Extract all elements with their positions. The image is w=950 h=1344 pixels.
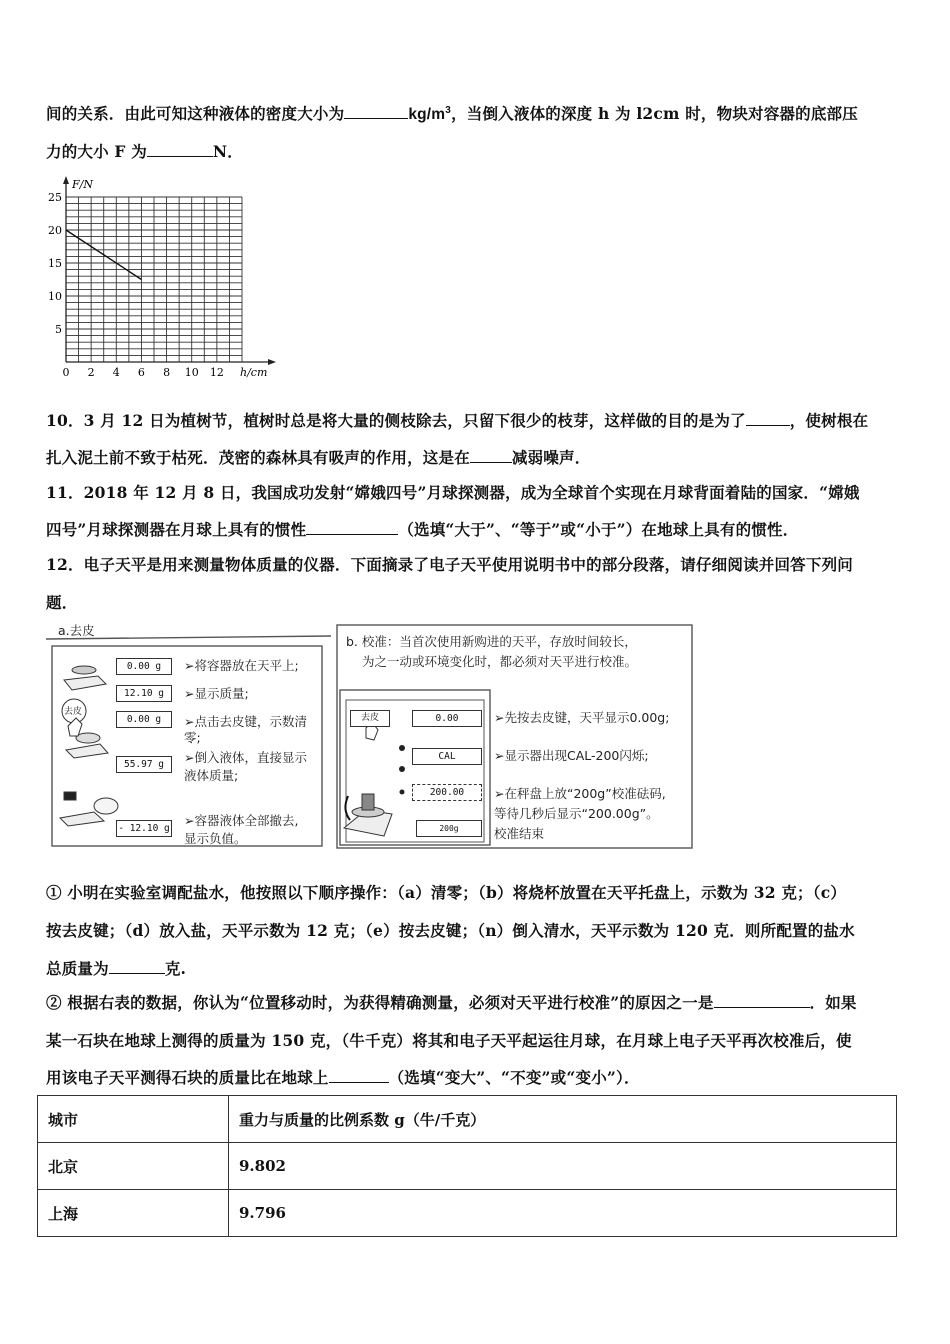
- q12-line-2: [46, 591, 77, 613]
- p2-line-2: [46, 1029, 852, 1051]
- calibration-balance-icon: [344, 794, 392, 836]
- p2-text-3b: （选填“变大”、“不变”或“变小”）．: [388, 1068, 640, 1087]
- q10-text-2a: 扎入泥土前不致于枯死．茂密的森林具有吸声的作用，这是在: [46, 448, 470, 467]
- density-unit-exponent: 3: [445, 104, 452, 116]
- table-cell-city: 上海: [38, 1190, 229, 1237]
- tare-note-4: 零;: [184, 730, 201, 745]
- p1-line-2: [46, 919, 855, 941]
- calibration-display-1: 0.00: [412, 710, 482, 727]
- p2-blank-1[interactable]: [714, 993, 810, 1008]
- q11-text-2b: （选填“大于”、“等于”或“小于”）在地球上具有的惯性．: [398, 520, 799, 539]
- q11-blank[interactable]: [306, 520, 398, 535]
- p2-text-3a: 用该电子天平测得石块的质量比在地球上: [46, 1068, 329, 1087]
- table-cell-city: 北京: [38, 1143, 229, 1190]
- density-unit: kg/m: [408, 106, 446, 123]
- p1-line-3: [46, 957, 186, 979]
- q10-text-1b: ，使树根在: [789, 411, 869, 430]
- intro-text-1a: 间的关系．由此可知这种液体的密度大小为: [46, 104, 345, 123]
- tare-note-8: 显示负值。: [184, 831, 247, 846]
- y-tick-label: 25: [48, 191, 62, 204]
- force-answer-blank[interactable]: [147, 142, 213, 157]
- y-tick-labels: [48, 191, 62, 336]
- y-tick-label: 5: [55, 323, 62, 336]
- x-tick-label: 12: [209, 366, 224, 379]
- q11-text-2a: 四号”月球探测器在月球上具有的惯性: [46, 520, 307, 539]
- x-tick-labels: [63, 366, 224, 379]
- p2-line-1: [46, 991, 857, 1013]
- calibration-title-2: 为之一动或环境变化时，都必须对天平进行校准。: [362, 654, 638, 669]
- calibration-display-2: CAL: [412, 748, 482, 765]
- q11-line-2: [46, 518, 798, 540]
- tare-display-2: 12.10 g: [116, 685, 172, 702]
- q10-text-2b: 减弱噪声．: [511, 448, 591, 467]
- p2-text-1b: ．如果: [809, 993, 857, 1012]
- y-tick-label: 15: [48, 257, 62, 270]
- tare-section-title: a.去皮: [58, 623, 95, 638]
- table-cell-g: 9.796: [229, 1190, 897, 1237]
- table-header-cell: 重力与质量的比例系数 g（牛/千克）: [229, 1096, 897, 1143]
- figure-tare: [46, 618, 331, 850]
- tare-note-2: ➢显示质量;: [184, 686, 249, 701]
- y-axis-label: F/N: [72, 178, 93, 191]
- calibration-weight: 200g: [416, 820, 482, 837]
- calibration-note-4: 等待几秒后显示“200.00g”。: [494, 806, 659, 821]
- x-tick-label: 10: [184, 366, 199, 379]
- q11-line-1: [46, 481, 860, 503]
- p2-text-1a: ② 根据右表的数据，你认为“位置移动时，为获得精确测量，必须对天平进行校准”的原因之一是: [46, 993, 714, 1012]
- graph-grid: [66, 197, 242, 362]
- p2-text-2: 某一石块在地球上测得的质量为 150 克，（牛千克）将其和电子天平起运往月球，在月球上电子天平再次校准后，使: [46, 1031, 852, 1050]
- gravity-table: [37, 1095, 897, 1237]
- q10-blank-1[interactable]: [746, 411, 790, 426]
- tare-note-5: ➢倒入液体，直接显示: [184, 750, 307, 765]
- tare-button-label: 去皮: [64, 707, 83, 717]
- calibration-note-5: 校准结束: [494, 826, 545, 841]
- calibration-note-1: ➢先按去皮键，天平显示0.00g;: [494, 710, 670, 725]
- p1-text-3a: 总质量为: [46, 959, 109, 978]
- x-tick-label: 0: [62, 366, 70, 379]
- y-tick-label: 20: [48, 224, 62, 237]
- intro-line-2: [46, 140, 243, 162]
- q12-text-1: 12．电子天平是用来测量物体质量的仪器．下面摘录了电子天平使用说明书中的部分段落，请仔细阅读并回答下列问: [46, 555, 853, 574]
- q12-line-1: [46, 553, 853, 575]
- intro-text-2a: 力的大小 F 为: [46, 142, 147, 161]
- p1-text-3b: 克.: [164, 959, 187, 978]
- calibration-tare-key: 去皮: [350, 710, 390, 727]
- tare-note-3: ➢点击去皮键，示数清: [184, 714, 307, 729]
- intro-text-1b: ，当倒入液体的深度 h 为 l2cm 时，物块对容器的底部压: [451, 104, 858, 123]
- balance-icon: [60, 666, 118, 826]
- p1-text-2: 按去皮键；（d）放入盐，天平示数为 12 克；（e）按去皮键；（n）倒入清水，天平示数为 120 克．则所配置的盐水: [46, 921, 855, 940]
- tare-display-3: 0.00 g: [116, 711, 172, 728]
- intro-text-2b: N．: [212, 142, 243, 161]
- calibration-title-1: b. 校准：当首次使用新购进的天平，存放时间较长，: [346, 634, 637, 649]
- p1-text-1: ① 小明在实验室调配盐水，他按照以下顺序操作：（a）清零；（b）将烧杯放置在天平托盘上，示数为 32 克；（c）: [46, 883, 847, 902]
- x-tick-label: 6: [137, 366, 145, 379]
- p1-line-1: [46, 881, 846, 903]
- tare-note-1: ➢将容器放在天平上;: [184, 658, 299, 673]
- x-tick-label: 4: [112, 366, 120, 379]
- tare-note-7: ➢容器液体全部撤去,: [184, 813, 299, 828]
- x-tick-label: 2: [87, 366, 95, 379]
- q10-text-1a: 10．3 月 12 日为植树节，植树时总是将大量的侧枝除去，只留下很少的枝芽，这样做的目的是为了: [46, 411, 746, 430]
- q10-blank-2[interactable]: [470, 448, 512, 463]
- p2-blank-2[interactable]: [329, 1068, 389, 1083]
- tare-note-6: 液体质量;: [184, 768, 239, 783]
- calibration-note-3: ➢在秤盘上放“200g”校准砝码,: [494, 786, 666, 801]
- tare-display-5: - 12.10 g: [116, 820, 172, 837]
- force-depth-graph: [44, 174, 284, 384]
- q10-line-1: [46, 409, 868, 431]
- table-header-row: [38, 1096, 897, 1143]
- density-answer-blank[interactable]: [344, 104, 408, 119]
- tare-display-4: 55.97 g: [116, 756, 172, 773]
- tare-display-1: 0.00 g: [116, 658, 172, 675]
- table-cell-g: 9.802: [229, 1143, 897, 1190]
- q10-line-2: [46, 446, 590, 468]
- intro-line-1: [46, 102, 858, 124]
- table-row: [38, 1143, 897, 1190]
- p1-blank[interactable]: [109, 959, 165, 974]
- figure-calibration: [336, 624, 696, 850]
- calibration-note-2: ➢显示器出现CAL-200闪烁;: [494, 748, 649, 763]
- q11-text-1: 11．2018 年 12 月 8 日，我国成功发射“嫦娥四号”月球探测器，成为全球首个实现在月球背面着陆的国家．“嫦娥: [46, 483, 860, 502]
- x-axis-label: h/cm: [240, 366, 268, 379]
- calibration-display-3: 200.00: [412, 784, 482, 801]
- q12-text-2: 题．: [46, 593, 78, 612]
- p2-line-3: [46, 1066, 640, 1088]
- x-tick-label: 8: [163, 366, 171, 379]
- table-header-cell: 城市: [38, 1096, 229, 1143]
- graph-axes: [63, 176, 276, 365]
- y-tick-label: 10: [48, 290, 62, 303]
- table-row: [38, 1190, 897, 1237]
